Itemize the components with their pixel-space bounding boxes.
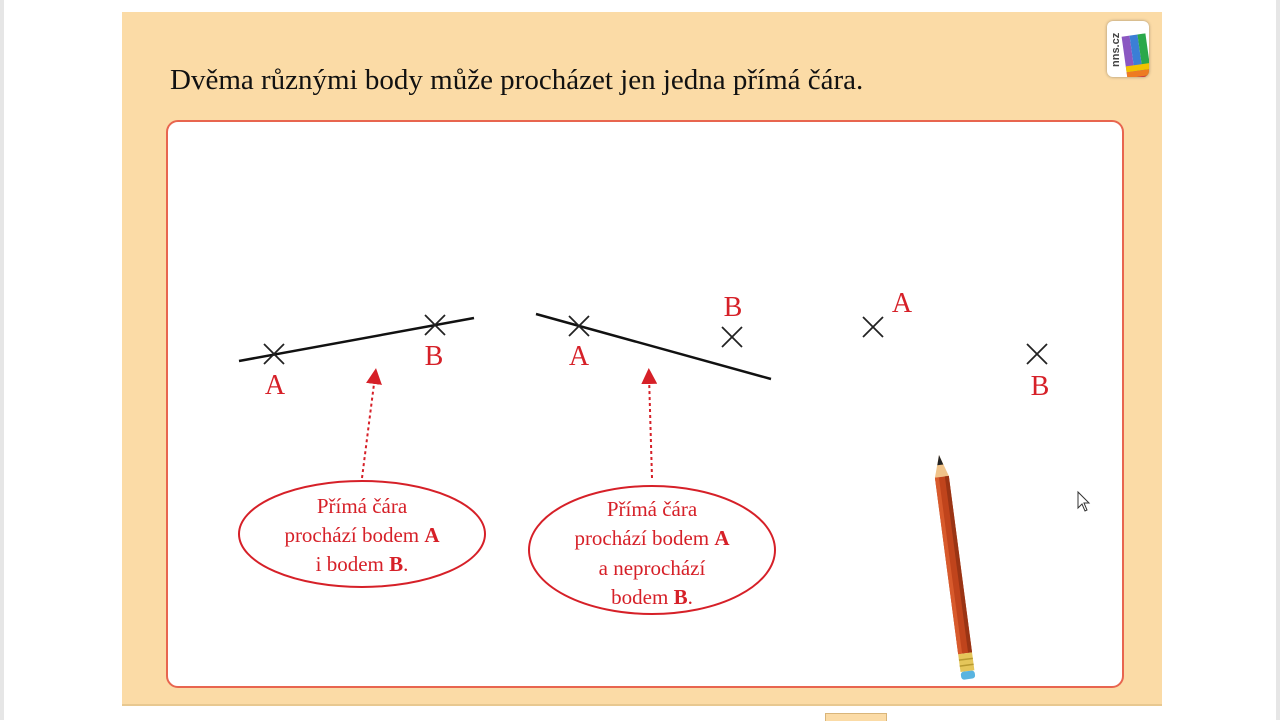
bubble-2-line-4: bodem B. (611, 585, 693, 609)
bubble-1-line-2: prochází bodem A (284, 523, 440, 547)
points-lines-diagram (168, 122, 1122, 686)
point-b-cross-2 (722, 327, 742, 347)
label-a-1: A (264, 370, 286, 401)
label-b-2: B (723, 292, 743, 323)
books-icon (1107, 21, 1149, 77)
bubble-1-line-1: Přímá čára (316, 494, 408, 518)
pencil-icon (932, 454, 975, 680)
window-edge-left (0, 0, 4, 720)
label-a-2: A (568, 341, 590, 372)
nns-logo[interactable] (1107, 21, 1149, 77)
bubble-2-line-2: prochází bodem A (574, 526, 730, 550)
point-b-cross-3 (1027, 344, 1047, 364)
label-b-1: B (424, 341, 444, 372)
slide-bottom-divider (122, 704, 1162, 706)
slide (122, 12, 1162, 704)
bubble-1-line-3: i bodem B. (315, 552, 409, 576)
arrow-1 (362, 376, 375, 478)
window-edge-right (1276, 0, 1280, 720)
logo-text: nns.cz (1110, 32, 1122, 67)
label-b-3: B (1030, 371, 1050, 402)
bubble-2-line-3: a neprochází (598, 556, 706, 580)
label-a-3: A (891, 288, 913, 319)
slide-title: Dvěma různými body může procházet jen jedna přímá čára. (170, 64, 864, 96)
bubble-2-line-1: Přímá čára (606, 497, 698, 521)
arrow-2 (649, 376, 652, 478)
drawing-board (166, 120, 1124, 688)
point-a-cross-3 (863, 317, 883, 337)
point-a-cross-2 (569, 316, 589, 336)
mouse-cursor-icon (1078, 492, 1089, 511)
